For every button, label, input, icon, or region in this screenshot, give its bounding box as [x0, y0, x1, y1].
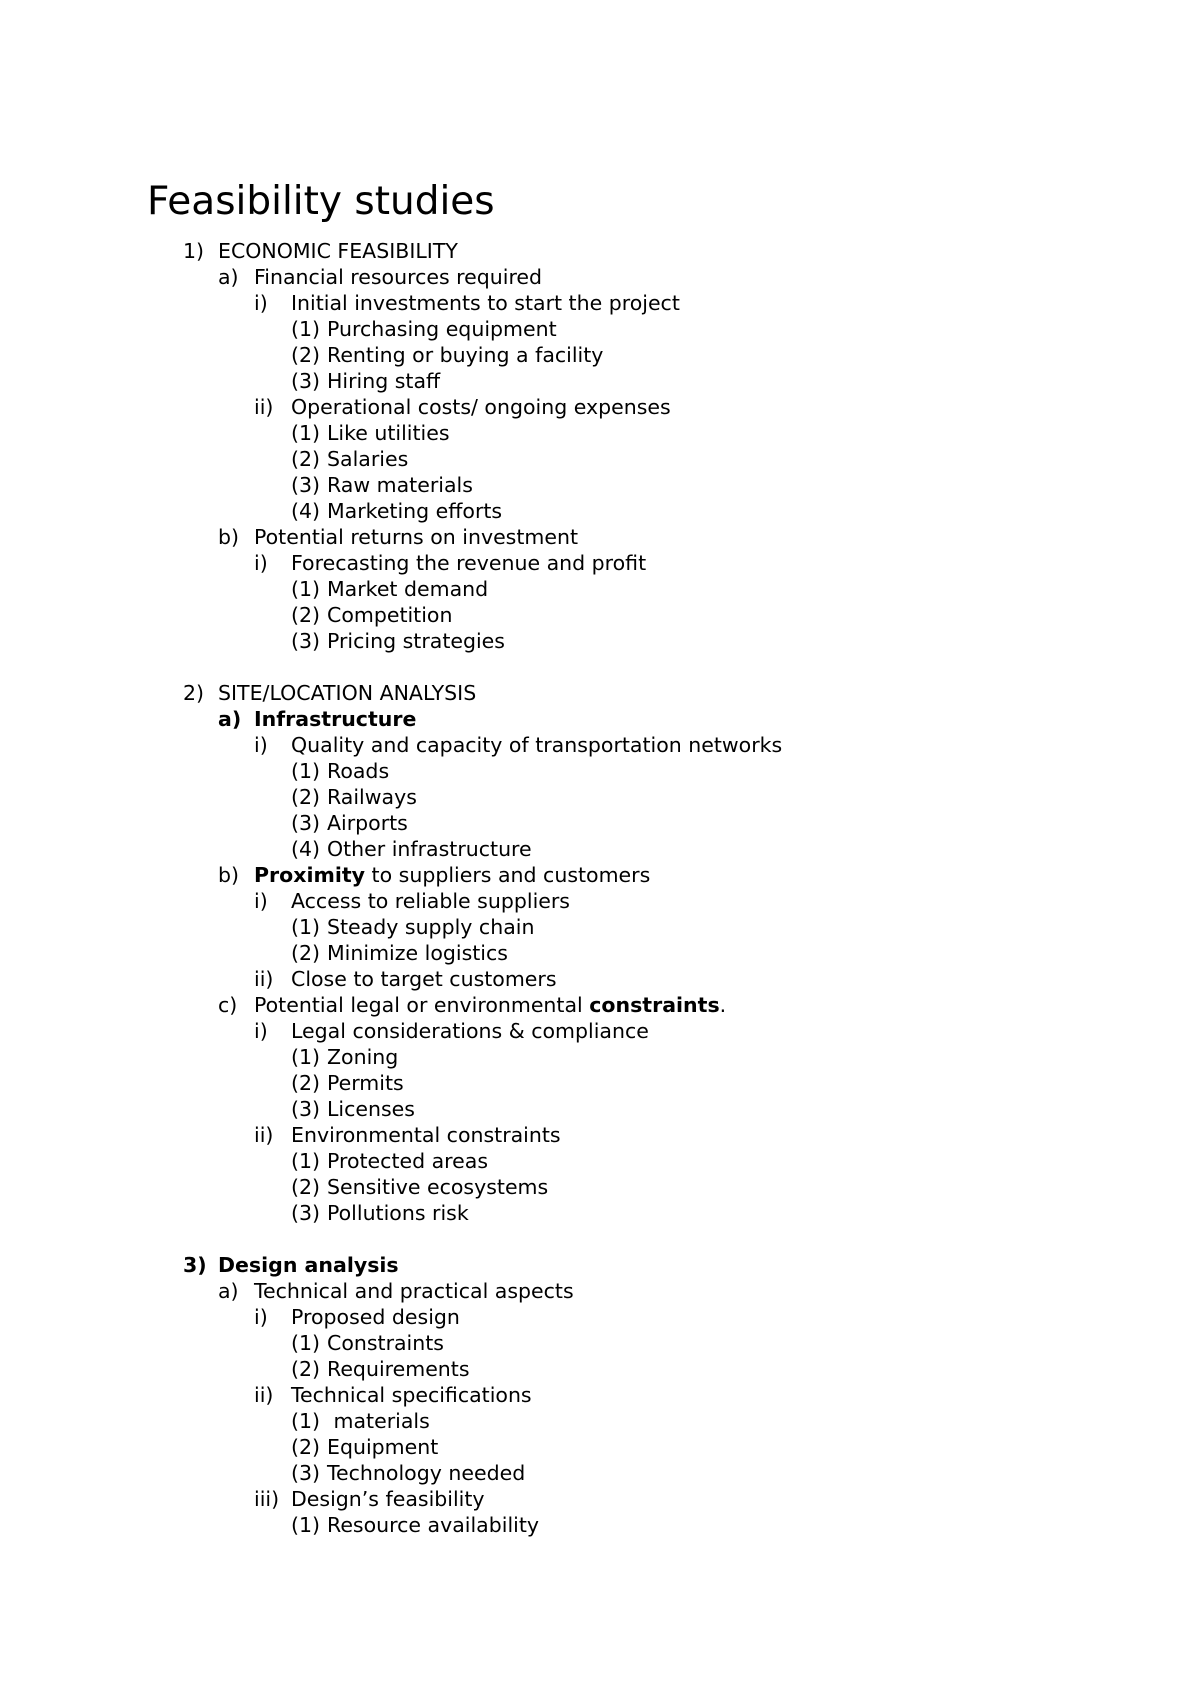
- list-item-text: Protected areas: [327, 1149, 489, 1173]
- list-item-text: Equipment: [327, 1435, 439, 1459]
- list-marker: i): [254, 889, 268, 913]
- list-item: [0, 420, 1200, 446]
- text-run: Potential legal or environmental: [254, 993, 590, 1017]
- section-title: SITE/LOCATION ANALYSIS: [218, 681, 477, 705]
- list-item-text: Marketing efforts: [327, 499, 503, 523]
- list-item: [0, 1018, 1200, 1044]
- list-marker: i): [254, 733, 268, 757]
- list-item-text: Resource availability: [327, 1513, 540, 1537]
- list-item: [0, 758, 1200, 784]
- emphasis: Proximity: [254, 863, 366, 887]
- list-item-text: Airports: [327, 811, 408, 835]
- list-marker: (2): [291, 343, 321, 367]
- list-marker: (1): [291, 1513, 321, 1537]
- list-item: [0, 706, 1200, 732]
- list-marker: (3): [291, 369, 321, 393]
- list-item: [0, 1148, 1200, 1174]
- page-title: Feasibility studies: [147, 179, 495, 224]
- list-marker: (1): [291, 759, 321, 783]
- list-item: [0, 1356, 1200, 1382]
- list-item: [0, 810, 1200, 836]
- list-marker: i): [254, 291, 268, 315]
- text-run: to suppliers and customers: [365, 863, 651, 887]
- list-item: [0, 1200, 1200, 1226]
- list-marker: (2): [291, 785, 321, 809]
- list-marker: 1): [183, 239, 205, 263]
- list-marker: 2): [183, 681, 205, 705]
- list-marker: (3): [291, 473, 321, 497]
- list-marker: (2): [291, 941, 321, 965]
- list-marker: b): [218, 525, 240, 549]
- section-heading: [0, 238, 1200, 264]
- list-item: [0, 1278, 1200, 1304]
- outline: [0, 238, 1200, 1538]
- list-item: [0, 1122, 1200, 1148]
- list-item-text: Quality and capacity of transportation networks: [291, 733, 783, 757]
- list-marker: a): [218, 265, 239, 289]
- list-item: [0, 1460, 1200, 1486]
- list-item: [0, 576, 1200, 602]
- emphasis: constraints: [589, 993, 720, 1017]
- list-item: [0, 1382, 1200, 1408]
- list-item-text: Technical and practical aspects: [254, 1279, 574, 1303]
- list-item-text: Salaries: [327, 447, 409, 471]
- list-item-text: Roads: [327, 759, 390, 783]
- list-marker: (1): [291, 577, 321, 601]
- section-heading: [0, 680, 1200, 706]
- list-marker: ii): [254, 1383, 274, 1407]
- list-item-text: Initial investments to start the project: [291, 291, 680, 315]
- text-run: .: [719, 993, 727, 1017]
- list-item: [0, 1408, 1200, 1434]
- list-item-text: Technology needed: [327, 1461, 526, 1485]
- blank-line: [0, 654, 1200, 680]
- list-item: [0, 732, 1200, 758]
- blank-line: [0, 1226, 1200, 1252]
- list-item-text: Requirements: [327, 1357, 470, 1381]
- list-item: [0, 784, 1200, 810]
- list-marker: (4): [291, 499, 321, 523]
- list-item: [0, 1434, 1200, 1460]
- list-item: [0, 1174, 1200, 1200]
- list-item-text: [254, 862, 650, 888]
- list-marker: (1): [291, 1409, 321, 1433]
- list-marker: (2): [291, 1175, 321, 1199]
- list-item-text: Raw materials: [327, 473, 473, 497]
- list-item-text: Hiring staff: [327, 369, 441, 393]
- list-item: [0, 1070, 1200, 1096]
- list-marker: ii): [254, 967, 274, 991]
- list-marker: (3): [291, 1461, 321, 1485]
- list-marker: (2): [291, 603, 321, 627]
- list-item: [0, 316, 1200, 342]
- list-marker: (2): [291, 1435, 321, 1459]
- list-item: [0, 888, 1200, 914]
- list-item: [0, 940, 1200, 966]
- list-item-text: Steady supply chain: [327, 915, 535, 939]
- list-marker: (2): [291, 447, 321, 471]
- list-marker: c): [218, 993, 238, 1017]
- list-item-text: Minimize logistics: [327, 941, 508, 965]
- list-item-text: Operational costs/ ongoing expenses: [291, 395, 671, 419]
- list-item-text: Railways: [327, 785, 417, 809]
- list-item: [0, 290, 1200, 316]
- list-item-text: Sensitive ecosystems: [327, 1175, 549, 1199]
- list-marker: (1): [291, 1331, 321, 1355]
- list-item: [0, 862, 1200, 888]
- list-marker: i): [254, 1305, 268, 1329]
- list-marker: i): [254, 551, 268, 575]
- list-item: [0, 446, 1200, 472]
- list-marker: 3): [183, 1253, 207, 1277]
- list-item-text: Financial resources required: [254, 265, 543, 289]
- list-marker: i): [254, 1019, 268, 1043]
- list-item-text: Licenses: [327, 1097, 415, 1121]
- list-marker: a): [218, 1279, 239, 1303]
- list-marker: (3): [291, 629, 321, 653]
- section-heading: [0, 1252, 1200, 1278]
- list-item-text: Potential returns on investment: [254, 525, 579, 549]
- list-item: [0, 394, 1200, 420]
- list-item: [0, 836, 1200, 862]
- list-marker: (4): [291, 837, 321, 861]
- list-marker: iii): [254, 1487, 280, 1511]
- list-marker: ii): [254, 395, 274, 419]
- list-item-text: Proposed design: [291, 1305, 460, 1329]
- list-item: [0, 498, 1200, 524]
- list-item-text: Constraints: [327, 1331, 444, 1355]
- list-marker: (1): [291, 1045, 321, 1069]
- list-item: [0, 1044, 1200, 1070]
- list-item-text: Market demand: [327, 577, 489, 601]
- list-item-text: Access to reliable suppliers: [291, 889, 570, 913]
- list-item-text: Forecasting the revenue and profit: [291, 551, 647, 575]
- list-item: [0, 472, 1200, 498]
- list-item-text: Close to target customers: [291, 967, 557, 991]
- list-item: [0, 914, 1200, 940]
- list-item: [0, 602, 1200, 628]
- list-item: [0, 966, 1200, 992]
- list-item: [0, 1512, 1200, 1538]
- list-item-text: Permits: [327, 1071, 404, 1095]
- list-marker: (1): [291, 1149, 321, 1173]
- list-item: [0, 264, 1200, 290]
- list-marker: (3): [291, 1201, 321, 1225]
- list-item: [0, 550, 1200, 576]
- list-item-text: Technical specifications: [291, 1383, 532, 1407]
- list-item: [0, 342, 1200, 368]
- list-item: [0, 1304, 1200, 1330]
- list-marker: (2): [291, 1071, 321, 1095]
- list-item: [0, 1096, 1200, 1122]
- list-marker: (2): [291, 1357, 321, 1381]
- list-item: [0, 1330, 1200, 1356]
- list-item: [0, 628, 1200, 654]
- list-marker: a): [218, 707, 242, 731]
- list-item: [0, 524, 1200, 550]
- list-item-text: materials: [327, 1409, 430, 1433]
- list-item: [0, 1486, 1200, 1512]
- list-marker: ii): [254, 1123, 274, 1147]
- section-title: ECONOMIC FEASIBILITY: [218, 239, 458, 263]
- list-marker: (3): [291, 811, 321, 835]
- list-item-text: Pricing strategies: [327, 629, 505, 653]
- list-item-text: Purchasing equipment: [327, 317, 557, 341]
- list-item-text: Environmental constraints: [291, 1123, 561, 1147]
- list-item-text: Legal considerations & compliance: [291, 1019, 649, 1043]
- list-marker: b): [218, 863, 240, 887]
- list-item-text: Like utilities: [327, 421, 450, 445]
- list-item-text: Design’s feasibility: [291, 1487, 485, 1511]
- list-item: [0, 992, 1200, 1018]
- list-item-text: [254, 992, 726, 1018]
- list-item-text: Renting or buying a facility: [327, 343, 604, 367]
- list-item-text: Pollutions risk: [327, 1201, 469, 1225]
- list-marker: (1): [291, 915, 321, 939]
- list-marker: (1): [291, 421, 321, 445]
- list-marker: (3): [291, 1097, 321, 1121]
- list-marker: (1): [291, 317, 321, 341]
- list-item-text: Zoning: [327, 1045, 399, 1069]
- list-item-text: Other infrastructure: [327, 837, 532, 861]
- list-item-text: Infrastructure: [254, 707, 417, 731]
- list-item-text: Competition: [327, 603, 453, 627]
- list-item: [0, 368, 1200, 394]
- section-title: Design analysis: [218, 1253, 399, 1277]
